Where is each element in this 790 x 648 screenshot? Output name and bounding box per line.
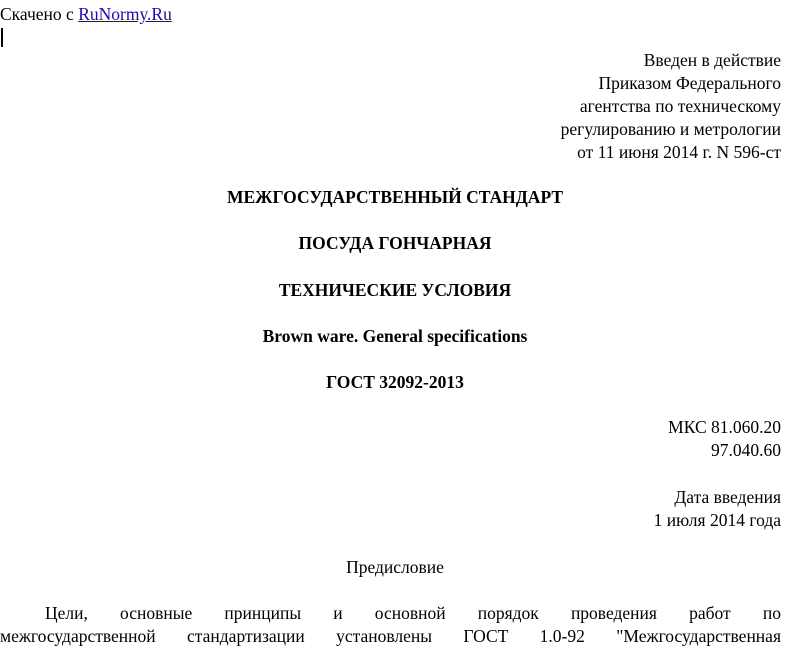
enactment-block (561, 49, 781, 164)
foreword-line-2 (0, 625, 781, 648)
word: 1.0-92 (539, 626, 585, 646)
foreword-heading: Предисловие (346, 557, 444, 577)
enactment-line: агентства по техническому (579, 96, 781, 116)
word: работ (689, 603, 731, 623)
word: "Межгосударственная (616, 626, 781, 646)
mks-block (668, 416, 781, 462)
word: ГОСТ (463, 626, 509, 646)
standard-type-heading: МЕЖГОСУДАРСТВЕННЫЙ СТАНДАРТ (226, 187, 564, 207)
enactment-line: от 11 июня 2014 г. N 596-ст (577, 142, 781, 162)
word: стандартизации (187, 626, 305, 646)
word: порядок (477, 603, 539, 623)
runormy-link[interactable]: RuNormy.Ru (78, 4, 172, 24)
word: основные (120, 603, 193, 623)
effective-date-label: Дата введения (674, 487, 781, 507)
word: принципы (224, 603, 302, 623)
document-subtitle: ТЕХНИЧЕСКИЕ УСЛОВИЯ (278, 280, 512, 300)
source-line (0, 4, 172, 24)
mks-line: 97.040.60 (711, 440, 781, 460)
word: установлены (336, 626, 433, 646)
standard-code: ГОСТ 32092-2013 (326, 372, 464, 392)
word: и (333, 603, 343, 623)
word: по (762, 603, 781, 623)
word: основной (374, 603, 446, 623)
document-title: ПОСУДА ГОНЧАРНАЯ (298, 233, 492, 253)
english-title: Brown ware. General specifications (262, 326, 528, 346)
enactment-line: регулированию и метрологии (560, 119, 781, 139)
word: проведения (570, 603, 657, 623)
foreword-line-1 (0, 602, 781, 625)
enactment-line: Введен в действие (643, 50, 781, 70)
source-prefix: Скачено с (0, 4, 74, 24)
mks-line: МКС 81.060.20 (668, 417, 781, 437)
text-cursor (1, 28, 3, 47)
effective-date-value: 1 июля 2014 года (653, 510, 781, 530)
enactment-line: Приказом Федерального (598, 73, 781, 93)
word: межгосударственной (0, 626, 156, 646)
effective-date-block (654, 486, 781, 532)
foreword-paragraph (0, 602, 781, 648)
word: Цели, (45, 603, 88, 623)
